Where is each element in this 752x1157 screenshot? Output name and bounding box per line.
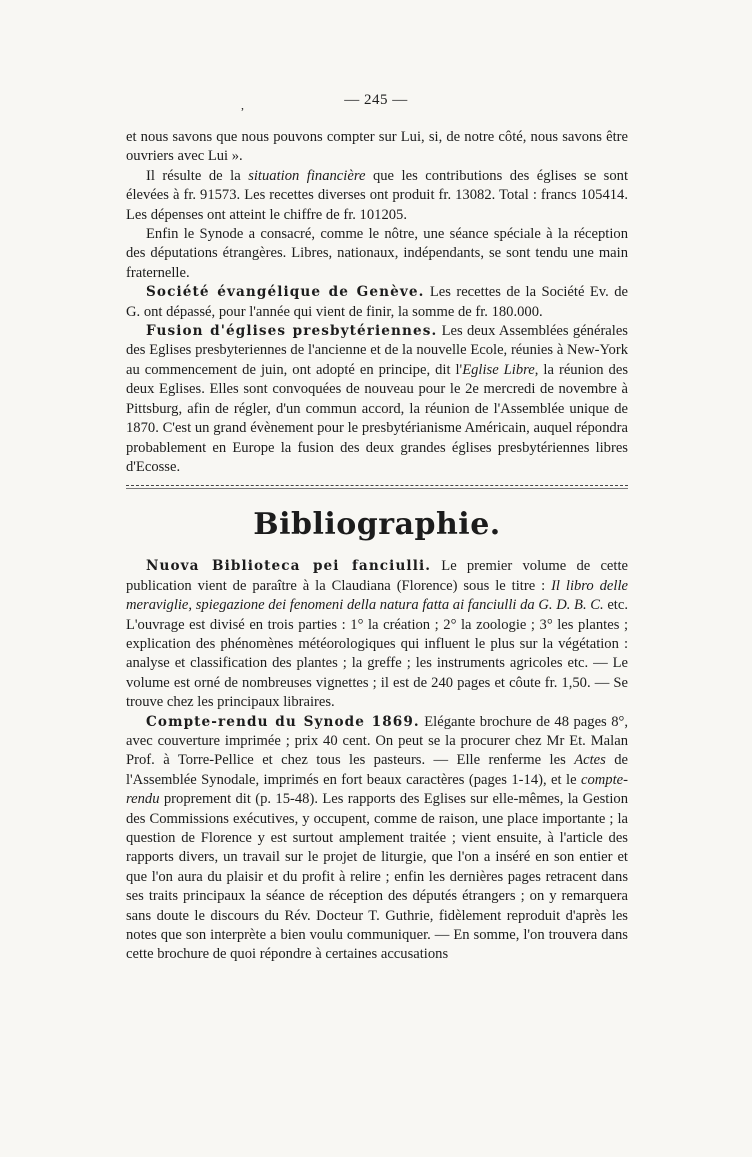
paragraph-fusion (126, 322, 628, 477)
paragraph-text: , la réunion des deux Eglises. Elles sont convoquées de nouveau pour le 2e mercredi de novembre à Pittsburg, afin de régler, d'un commun accord, la réunion de l'Assemblée unique de 1870. C'est un grand évènement pour le presbytérianisme Américain, auquel répondra probablement en Europe la fusion des deux grandes églises presbytériennes libres d'Ecosse. (126, 361, 629, 475)
emphasis-text: Il libro delle meraviglie, spiegazione dei fenomeni della natura fatta ai fanciulli da G. D. B. C. (126, 577, 628, 614)
paragraph-text: et nous savons que nous pouvons compter sur Lui, si, de notre côté, nous savons être ouvriers avec Lui ». (126, 129, 628, 165)
page-number: — 245 — (344, 92, 408, 108)
paragraph-text: que les contributions des églises se sont élevées à fr. 91573. Les recettes diverses ont produit fr. 13082. Total : francs 105414. Les dépenses ont atteint le chiffre de fr. 101205. (126, 167, 629, 223)
paragraph-heading: Fusion d'églises presbytériennes. (146, 323, 438, 340)
paragraph-continuation (126, 128, 628, 167)
paragraph-biblioteca (126, 557, 628, 712)
paragraph-text: Le premier volume de cette publication vient de paraître à la Claudiana (Florence) sous le titre : (126, 558, 628, 594)
paragraph-text: Les deux Assemblées générales des Eglises presbyteriennes de l'ancienne et de la nouvelle Ecole, réunies à New-York au commencement de juin, ont adopté en principe, dit l' (126, 323, 628, 378)
paragraph-text: de l'Assemblée Synodale, imprimés en fort beaux caractères (pages 1-14), et le (126, 752, 628, 788)
paragraph-text: Il résulte de la (146, 167, 249, 184)
paragraph-text: Enfin le Synode a consacré, comme le nôtre, une séance spéciale à la réception des députations étrangères. Libres, nationaux, indépendants, se sont tendu une main fraternelle. (126, 226, 628, 281)
section-title: Bibliographie. (253, 507, 501, 543)
paragraph-compte-rendu (126, 713, 628, 965)
paragraph-text: etc. L'ouvrage est divisé en trois parties : 1° la création ; 2° la zoologie ; 3° les plantes ; explication des phénomènes météorologiques qui influent le plus sur la végétation : analyse et classification des plantes ; la greffe ; les instruments agricoles etc. — Le volume est orné de nombreuses vignettes ; il est de 240 pages et côute fr. 1,50. — Se trouve chez les principaux libraires. (126, 597, 628, 711)
paragraph-financial (126, 167, 628, 225)
stray-mark: , (241, 98, 244, 112)
paragraph-heading: Société évangélique de Genève. (146, 284, 425, 301)
paragraph-text: proprement dit (p. 15-48). Les rapports des Eglises sur elle-mêmes, la Gestion des Commissions exécutives, y occupent, comme de raison, une place importante ; la question de Florence y est surtout amplement traitée ; vient ensuite, à l'article des rapports divers, un travail sur le projet de liturgie, que l'on a inséré en son entier et que l'on aura du plaisir et du profit à relire ; enfin les dernières pages retracent dans ses traits principaux la séance de réception des députés étrangers ; on y remarquera sans doute le discours du Rév. Docteur T. Guthrie, fidèlement reproduit d'après les notes que son interprète a bien voulu communiquer. — En somme, l'on trouvera dans cette brochure de quoi répondre à certaines accusations (126, 791, 628, 963)
section-divider (126, 485, 628, 489)
emphasis-text: situation financière (248, 167, 366, 184)
paragraph-heading: Nuova Biblioteca pei fanciulli. (146, 558, 432, 575)
article-body (126, 128, 628, 965)
paragraph-societe (126, 283, 628, 322)
emphasis-text: Actes (574, 752, 606, 769)
emphasis-text: Eglise Libre (462, 361, 535, 378)
paragraph-text: Elégante brochure de 48 pages 8°, avec couverture imprimée ; prix 40 cent. On peut se la procurer chez Mr Et. Malan Prof. à Torre-Pellice et chez tous les pasteurs. — Elle renferme les (126, 713, 629, 769)
paragraph-heading: Compte-rendu du Synode 1869. (146, 713, 420, 730)
paragraph-synode (126, 225, 628, 283)
paragraph-text: Les recettes de la Société Ev. de G. ont dépassé, pour l'année qui vient de finir, la somme de fr. 180.000. (126, 284, 628, 320)
emphasis-text: compte-rendu (126, 771, 628, 808)
